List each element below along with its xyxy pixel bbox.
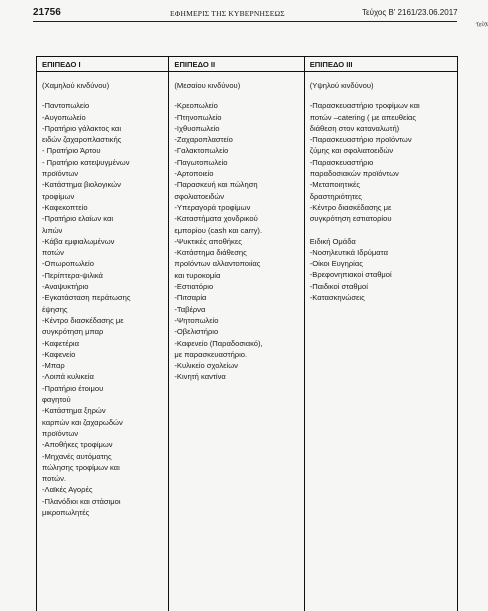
special-group-list (310, 247, 453, 303)
list-item: καρπών και ζαχαρωδών (42, 417, 123, 427)
list-item: -Κατάστημα ξηρών (42, 406, 106, 416)
list-item: -Βρεφονηπιακοί σταθμοί (309, 270, 392, 280)
list-item: -Καφενείο (Παραδοσιακό), (174, 338, 263, 348)
list-item: -Παγωτοπωλείο (174, 157, 228, 167)
list-item: -Μηχανές αυτόματης (42, 451, 112, 461)
list-item: μικροπωλητές (42, 507, 90, 517)
list-item: τροφίμων (42, 191, 75, 201)
list-item: πώλησης τροφίμων και (42, 462, 120, 472)
list-item: -Καφετέρια (42, 338, 79, 348)
item-list (42, 100, 164, 518)
list-item: -Παρασκευαστήριο (309, 157, 374, 167)
list-item: φαγητού (42, 395, 71, 405)
list-item: -Κατάστημα βιολογικών (42, 180, 121, 190)
column-title: ΕΠΙΠΕΔΟ ΙΙ (174, 60, 216, 69)
list-item: -Εστιατόριο (174, 282, 214, 292)
list-item: προϊόντων (42, 169, 79, 179)
list-item: -Αρτοποιείο (174, 169, 214, 179)
list-item: -Παρασκευαστήριο προϊόντων (309, 135, 412, 145)
column-title: ΕΠΙΠΕΔΟ Ι (42, 60, 81, 69)
header-rule (33, 21, 457, 22)
column-level-2 (168, 57, 303, 611)
list-item: ποτών. (42, 474, 66, 484)
list-item: -Οβελιστήριο (174, 327, 219, 337)
list-item: -Πιτσαρία (174, 293, 207, 303)
list-item: δραστηριότητες (309, 191, 362, 201)
list-item: -Πρατήριο έτοιμου (42, 383, 104, 393)
spacer (310, 225, 453, 236)
list-item: με παρασκευαστήριο. (174, 349, 248, 359)
page-number: 21756 (33, 7, 61, 18)
list-item: -Παρασκευή και πώληση (174, 180, 258, 190)
column-subtitle: (Χαμηλού κινδύνου) (42, 81, 110, 90)
list-item: -Γαλακτοπωλείο (174, 146, 229, 156)
list-item: -Κατασκηνώσεις (309, 293, 365, 303)
list-item: -Κέντρο διασκέδασης με (42, 315, 124, 325)
list-item: προϊόντων (42, 428, 79, 438)
list-item: -Πρατήριο γάλακτος και (42, 123, 122, 133)
list-item: σφολιατοειδών (174, 191, 225, 201)
column-level-3 (304, 57, 457, 611)
list-item: -Εγκατάσταση περάτωσης (42, 293, 131, 303)
list-item: -Ταβέρνα (174, 304, 206, 314)
list-item: - Πρατήριο Άρτου (42, 146, 101, 156)
list-item: -Αυγοπωλείο (42, 112, 86, 122)
list-item: συγκρότηση εστιατορίου (309, 214, 392, 224)
column-title-rule (169, 71, 303, 72)
list-item: ποτών (42, 248, 64, 258)
list-item: -Ιχθυοπωλείο (174, 123, 220, 133)
list-item: -Νοσηλευτικά Ιδρύματα (309, 247, 388, 257)
list-item: -Κάβα εμφιαλωμένων (42, 236, 115, 246)
list-item: -Πρατήριο ελαίων και (42, 214, 114, 224)
list-item: -Οπωροπωλείο (42, 259, 94, 269)
column-subtitle: (Μεσαίου κινδύνου) (174, 81, 241, 90)
list-item: -Κρεοπωλείο (174, 101, 218, 111)
list-item: -Πλανόδιοι και στάσιμοι (42, 496, 121, 506)
list-item: -Λαϊκές Αγορές (42, 485, 93, 495)
list-item: -Κυλικείο σχολείων (174, 361, 238, 371)
column-title-rule (37, 71, 168, 72)
corner-mark: Τεύχ (475, 20, 488, 30)
list-item: -Περίπτερα-ψιλικά (42, 270, 103, 280)
list-item: - Πρατήριο κατεψυγμένων (42, 157, 130, 167)
column-title: ΕΠΙΠΕΔΟ ΙΙΙ (309, 60, 353, 69)
list-item: εμπορίου (cash και carry). (174, 225, 263, 235)
list-item: -Αναψυκτήριο (42, 282, 89, 292)
list-item: -Υπεραγορά τροφίμων (174, 202, 251, 212)
list-item: ζύμης και σφολιατοειδών (309, 146, 394, 156)
column-title-rule (305, 71, 457, 72)
list-item: και τυροκομία (174, 270, 221, 280)
item-list (310, 100, 453, 224)
list-item: λιπών (42, 225, 63, 235)
list-item: ειδών ζαχαροπλαστικής (42, 135, 122, 145)
list-item: -Μεταποιητικές (309, 180, 361, 190)
list-item: -Παιδικοί σταθμοί (309, 281, 368, 291)
list-item: έψησης (42, 304, 68, 314)
list-item: -Λοιπά κυλικεία (42, 372, 94, 382)
column-level-1 (37, 57, 168, 611)
risk-level-table (36, 56, 458, 611)
list-item: -Παντοπωλείο (42, 101, 90, 111)
list-item: -Ψητοπωλείο (174, 315, 219, 325)
list-item: -Παρασκευαστήριο τροφίμων και (309, 101, 420, 111)
list-item: προϊόντων αλλαντοποιίας (174, 259, 261, 269)
list-item: -Κινητή καντίνα (174, 372, 226, 382)
list-item: παραδοσιακών προϊόντων (309, 169, 399, 179)
list-item: -Αποθήκες τροφίμων (42, 440, 113, 450)
gazette-title: ΕΦΗΜΕΡΙΣ ΤΗΣ ΚΥΒΕΡΝΗΣΕΩΣ (170, 9, 285, 18)
list-item: ποτών –catering ( με απευθείας (309, 112, 417, 122)
list-item: -Πτηνοπωλείο (174, 112, 222, 122)
list-item: -Κατάστημα διάθεσης (174, 248, 247, 258)
item-list (174, 100, 299, 382)
column-subtitle: (Υψηλού κινδύνου) (309, 81, 374, 90)
list-item: -Μπαρ (42, 361, 65, 371)
list-item: συγκρότηση μπαρ (42, 327, 104, 337)
list-item: -Κέντρο διασκέδασης με (309, 202, 392, 212)
list-item: -Ζαχαροπλαστείο (174, 135, 233, 145)
list-item: -Ψυκτικές αποθήκες (174, 236, 242, 246)
issue-reference: Τεύχος Β' 2161/23.06.2017 (362, 8, 458, 17)
list-item: -Καφεκοπτείο (42, 202, 88, 212)
special-group-label: Ειδική Ομάδα (309, 236, 356, 246)
list-item: -Οίκοι Ευγηρίας (309, 259, 363, 269)
list-item: -Καφενείο (42, 349, 76, 359)
list-item: διάθεση στον καταναλωτή) (309, 123, 400, 133)
list-item: -Καταστήματα χονδρικού (174, 214, 258, 224)
